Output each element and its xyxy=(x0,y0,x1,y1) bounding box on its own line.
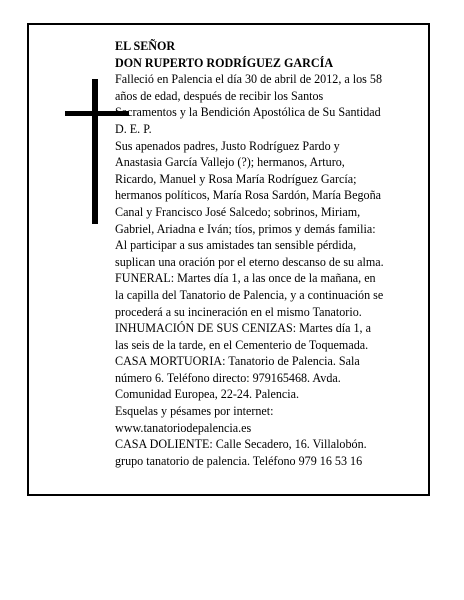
mortuary-line: número 6. Teléfono directo: 979165468. Avda. xyxy=(115,370,341,385)
condolences-line: Esquelas y pésames por internet: xyxy=(115,404,274,419)
death-details-line: Sacramentos y la Bendición Apostólica de Su Santidad xyxy=(115,105,381,120)
rip-line: D. E. P. xyxy=(115,121,152,136)
death-details-line: años de edad, después de recibir los Santos xyxy=(115,88,324,103)
funeral-line: la capilla del Tanatorio de Palencia, y a continuación se xyxy=(115,287,384,302)
mortuary-line: Comunidad Europea, 22-24. Palencia. xyxy=(115,387,300,402)
burial-line: las seis de la tarde, en el Cementerio de Toquemada. xyxy=(115,337,369,352)
contact-line: grupo tanatorio de palencia. Teléfono 979 16 53 16 xyxy=(115,453,363,468)
request-line: Al participar a sus amistades tan sensible pérdida, xyxy=(115,238,357,253)
family-home-line: CASA DOLIENTE: Calle Secadero, 16. Villalobón. xyxy=(115,437,367,452)
family-line: Ricardo, Manuel y Rosa María Rodríguez García; xyxy=(115,171,357,186)
mortuary-line: CASA MORTUORIA: Tanatorio de Palencia. Sala xyxy=(115,354,360,369)
request-line: suplican una oración por el eterno descanso de su alma. xyxy=(115,254,384,269)
funeral-line: procederá a su incineración en el mismo Tanatorio. xyxy=(115,304,362,319)
burial-line: INHUMACIÓN DE SUS CENIZAS: Martes día 1, a xyxy=(115,321,371,336)
family-line: Canal y Francisco José Salcedo; sobrinos, Miriam, xyxy=(115,204,361,219)
funeral-line: FUNERAL: Martes día 1, a las once de la mañana, en xyxy=(115,271,376,286)
deceased-name: DON RUPERTO RODRÍGUEZ GARCÍA xyxy=(115,55,334,70)
family-line: Anastasia García Vallejo (?); hermanos, Arturo, xyxy=(115,155,345,170)
death-details-line: Falleció en Palencia el día 30 de abril de 2012, a los 58 xyxy=(115,72,382,87)
family-line: hermanos políticos, María Rosa Sardón, María Begoña xyxy=(115,188,382,203)
condolences-website: www.tanatoriodepalencia.es xyxy=(115,420,252,435)
family-line: Gabriel, Ariadna e Iván; tíos, primos y demás familia: xyxy=(115,221,376,236)
cross-vertical-bar xyxy=(92,79,98,224)
notice-text xyxy=(115,38,425,469)
family-line: Sus apenados padres, Justo Rodríguez Pardo y xyxy=(115,138,340,153)
deceased-title: EL SEÑOR xyxy=(115,39,176,53)
